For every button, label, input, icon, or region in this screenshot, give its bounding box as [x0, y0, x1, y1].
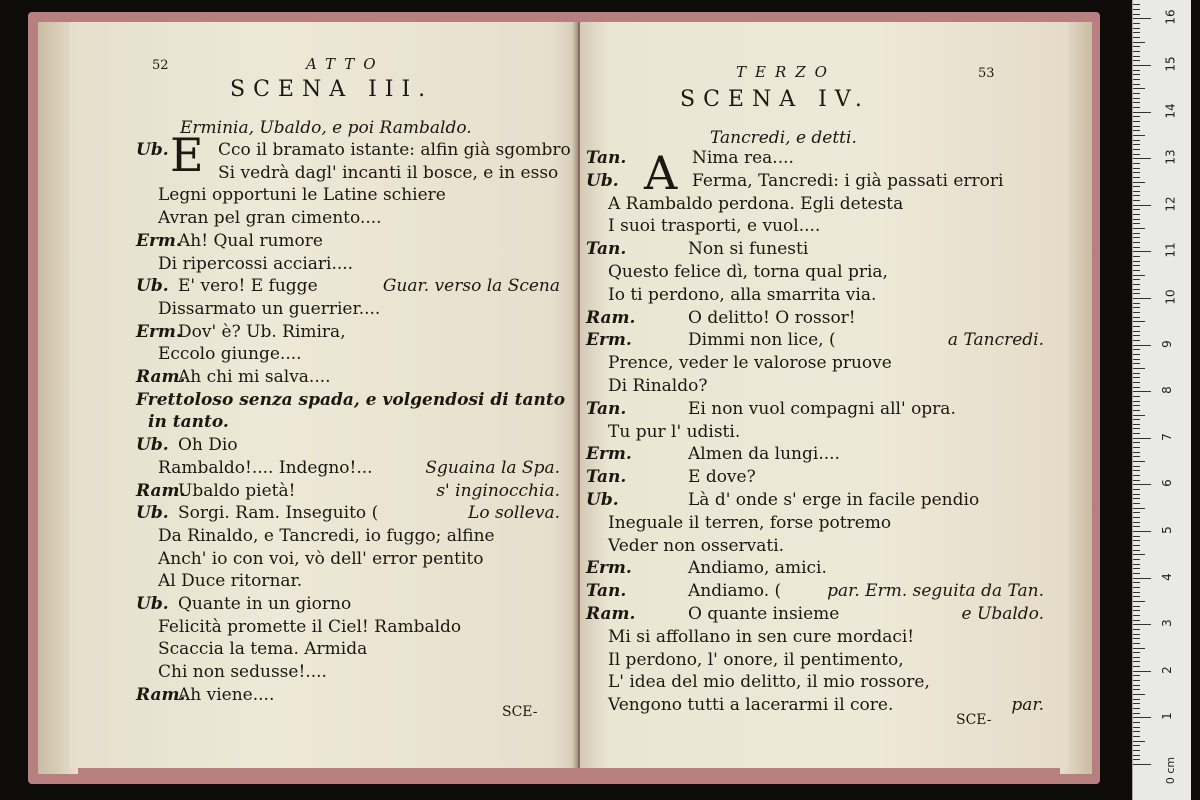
ruler-tick — [1133, 214, 1140, 215]
ruler-tick — [1133, 587, 1140, 588]
dialogue-text: Andiamo. ( — [688, 581, 782, 602]
dialogue-text: L' idea del mio delitto, il mio rossore, — [608, 672, 930, 693]
dialogue-text: Ah chi mi salva.... — [178, 367, 331, 387]
speaker-label: Ub. — [136, 276, 169, 297]
ruler-tick — [1133, 130, 1140, 131]
cast-list: Erminia, Ubaldo, e poi Rambaldo. — [180, 118, 472, 138]
ruler-tick — [1133, 526, 1140, 527]
dialogue-text: Almen da lungi.... — [688, 444, 840, 465]
ruler-tick — [1133, 578, 1151, 579]
ruler-tick — [1133, 46, 1140, 47]
dialogue-text: Tu pur l' udisti. — [608, 421, 741, 442]
dialogue-text: Mi si affollano in sen cure mordaci! — [608, 626, 915, 647]
ruler-tick — [1133, 545, 1140, 546]
ruler-number: 12 — [1163, 196, 1178, 212]
dialogue-text: Ubaldo pietà! — [178, 480, 296, 501]
dialogue-text: Ah viene.... — [178, 684, 275, 705]
ruler-tick — [1133, 265, 1140, 266]
dialogue-text: Ei non vuol compagni all' opra. — [688, 398, 956, 419]
ruler-tick — [1133, 703, 1140, 704]
ruler-tick — [1133, 149, 1140, 150]
ruler-tick — [1133, 415, 1145, 416]
running-head: ATTO — [306, 55, 385, 73]
speaker-label: Erm. — [586, 558, 632, 579]
ruler-number: 9 — [1159, 339, 1174, 348]
ruler-tick — [1133, 517, 1140, 518]
ruler-number: 6 — [1159, 479, 1174, 488]
ruler-tick — [1133, 303, 1140, 304]
ruler-tick — [1133, 568, 1140, 569]
ruler-tick — [1133, 79, 1140, 80]
ruler-tick — [1133, 666, 1140, 667]
dialogue-text: O delitto! O rossor! — [688, 307, 856, 328]
stage-direction: Frettoloso senza spada, e volgendosi di tanto — [136, 389, 566, 410]
ruler-tick — [1133, 494, 1140, 495]
speaker-label: Ub. — [136, 503, 169, 524]
stage-direction: a Tancredi. — [947, 330, 1044, 351]
speaker-label: Ram. — [136, 367, 186, 387]
ruler-tick — [1133, 354, 1140, 355]
ruler-tick — [1133, 223, 1140, 224]
ruler-tick — [1133, 736, 1140, 737]
ruler-number: 14 — [1163, 102, 1178, 119]
ruler-tick — [1133, 70, 1140, 71]
dialogue-text: A Rambaldo perdona. Egli detesta — [608, 193, 904, 214]
ruler-tick — [1133, 289, 1140, 290]
dialogue-text: Sorgi. Ram. Inseguito ( — [178, 503, 379, 524]
speaker-label: Ub. — [136, 594, 169, 614]
ruler-tick — [1133, 247, 1140, 248]
ruler-tick — [1133, 200, 1140, 201]
speaker-label: Ub. — [136, 435, 169, 456]
ruler-tick — [1133, 140, 1140, 141]
ruler-tick — [1133, 750, 1140, 751]
dialogue-text: Ferma, Tancredi: i già passati errori — [692, 170, 1004, 191]
dialogue-text: Al Duce ritornar. — [158, 571, 303, 592]
dialogue-text: Si vedrà dagl' incanti il bosce, e in esso — [218, 162, 559, 183]
right-page — [580, 22, 1068, 768]
ruler-tick — [1133, 564, 1140, 565]
ruler-tick — [1133, 741, 1145, 742]
ruler-tick — [1133, 550, 1140, 551]
ruler-tick — [1133, 275, 1145, 276]
dialogue-text: I suoi trasporti, e vuol.... — [608, 216, 821, 237]
ruler-tick — [1133, 438, 1151, 439]
dialogue-text: Anch' io con voi, vò dell' error pentito — [158, 548, 484, 569]
dialogue-text: E dove? — [688, 467, 756, 488]
ruler-tick — [1133, 363, 1140, 364]
ruler-tick — [1133, 401, 1140, 402]
dialogue-text: Ineguale il terren, forse potremo — [608, 512, 892, 533]
ruler-number: 3 — [1159, 619, 1174, 628]
ruler-tick — [1133, 14, 1140, 15]
ruler-tick — [1133, 126, 1140, 127]
ruler-tick — [1133, 121, 1140, 122]
ruler-tick — [1133, 112, 1151, 113]
dialogue-text: Avran pel gran cimento.... — [158, 208, 382, 229]
ruler-tick — [1133, 503, 1140, 504]
ruler-tick — [1133, 410, 1140, 411]
ruler-tick — [1133, 158, 1151, 159]
dialogue-text: Il perdono, l' onore, il pentimento, — [608, 649, 904, 670]
ruler-tick — [1133, 755, 1140, 756]
dialogue-text: Quante in un giorno — [178, 594, 352, 614]
ruler-tick — [1133, 391, 1151, 392]
ruler-tick — [1133, 536, 1140, 537]
ruler-tick — [1133, 219, 1140, 220]
ruler-tick — [1133, 116, 1140, 117]
speaker-label: Tan. — [586, 239, 627, 260]
ruler-tick — [1133, 661, 1140, 662]
speaker-label: Tan. — [586, 398, 627, 419]
dialogue-text: Questo felice dì, torna qual pria, — [608, 262, 888, 282]
ruler-tick — [1133, 615, 1140, 616]
ruler-tick — [1133, 9, 1140, 10]
dialogue-text: Dissarmato un guerrier.... — [158, 298, 381, 319]
ruler-tick — [1133, 32, 1140, 33]
dialogue-text: Da Rinaldo, e Tancredi, io fuggo; alfine — [158, 525, 495, 546]
speaker-label: Erm. — [136, 321, 182, 342]
ruler-tick — [1133, 531, 1151, 532]
dialogue-text: Legni opportuni le Latine schiere — [158, 185, 446, 206]
ruler-tick — [1133, 23, 1140, 24]
ruler-tick — [1133, 331, 1140, 332]
ruler-tick — [1133, 168, 1140, 169]
ruler-tick — [1133, 610, 1140, 611]
dialogue-text: Chi non sedusse!.... — [158, 662, 327, 683]
ruler-tick — [1133, 643, 1140, 644]
stage-direction: Guar. verso la Scena — [382, 276, 560, 297]
ruler-tick — [1133, 634, 1140, 635]
ruler-tick — [1133, 433, 1140, 434]
dialogue-text: Dimmi non lice, ( — [688, 330, 836, 351]
cast-list: Tancredi, e detti. — [710, 128, 857, 148]
ruler-tick — [1133, 759, 1140, 760]
ruler-tick — [1133, 694, 1145, 695]
dialogue-text: O quante insieme — [688, 604, 840, 624]
ruler-tick — [1133, 65, 1151, 66]
ruler-tick — [1133, 144, 1140, 145]
ruler-tick — [1133, 731, 1140, 732]
ruler-tick — [1133, 522, 1140, 523]
ruler-number: 2 — [1159, 665, 1174, 674]
ruler-tick — [1133, 442, 1140, 443]
ruler-tick — [1133, 298, 1151, 299]
ruler-tick — [1133, 699, 1140, 700]
ruler-tick — [1133, 233, 1140, 234]
ruler-number: 1 — [1159, 712, 1174, 721]
speaker-label: Erm. — [586, 444, 632, 465]
ruler-tick — [1133, 28, 1140, 29]
ruler-tick — [1133, 359, 1140, 360]
ruler-number: 15 — [1163, 56, 1178, 72]
ruler-tick — [1133, 606, 1140, 607]
ruler-tick — [1133, 321, 1145, 322]
ruler-tick — [1133, 685, 1140, 686]
stage-direction: Lo solleva. — [468, 503, 560, 524]
ruler-tick — [1133, 349, 1140, 350]
ruler-tick — [1133, 209, 1140, 210]
ruler-tick — [1133, 396, 1140, 397]
stage-direction: s' inginocchia. — [436, 480, 560, 501]
ruler-unit: 0 cm — [1164, 756, 1178, 785]
ruler-number: 7 — [1159, 432, 1174, 441]
ruler-tick — [1133, 722, 1140, 723]
stage-direction: par. — [1011, 695, 1044, 716]
speaker-label: Ram. — [136, 480, 186, 501]
ruler-tick — [1133, 335, 1140, 336]
dialogue-text: Eccolo giunge.... — [158, 344, 302, 365]
dialogue-text: Oh Dio — [178, 435, 238, 456]
ruler-tick — [1133, 452, 1140, 453]
ruler-tick — [1133, 51, 1140, 52]
ruler-tick — [1133, 638, 1140, 639]
ruler-tick — [1133, 37, 1140, 38]
ruler-tick — [1133, 620, 1140, 621]
ruler-tick — [1133, 508, 1145, 509]
dialogue-text: Io ti perdono, alla smarrita via. — [608, 284, 877, 305]
ruler-tick — [1133, 657, 1140, 658]
ruler-tick — [1133, 195, 1140, 196]
ruler-tick — [1133, 373, 1140, 374]
ruler-tick — [1133, 368, 1145, 369]
ruler-tick — [1133, 717, 1151, 718]
ruler-tick — [1133, 480, 1140, 481]
ruler-tick — [1133, 228, 1145, 229]
ruler-tick — [1133, 498, 1140, 499]
ruler-tick — [1133, 405, 1140, 406]
ruler-number: 13 — [1163, 149, 1178, 165]
ruler-tick — [1133, 456, 1140, 457]
scene-title: SCENA III. — [230, 77, 434, 102]
ruler-tick — [1133, 4, 1140, 5]
page-number: 53 — [978, 66, 995, 81]
ruler-tick — [1133, 629, 1140, 630]
ruler-tick — [1133, 326, 1140, 327]
speaker-label: Tan. — [586, 467, 627, 488]
speaker-label: Ub. — [136, 140, 169, 160]
ruler-tick — [1133, 512, 1140, 513]
drop-cap: E — [170, 128, 204, 182]
ruler-tick — [1133, 242, 1140, 243]
ruler-number: 8 — [1159, 386, 1174, 395]
ruler-tick — [1133, 596, 1140, 597]
ruler-tick — [1133, 540, 1140, 541]
ruler-tick — [1133, 107, 1140, 108]
ruler-tick — [1133, 447, 1140, 448]
ruler-tick — [1133, 708, 1140, 709]
speaker-label: Tan. — [586, 148, 627, 168]
ruler-tick — [1133, 88, 1145, 89]
ruler-tick — [1133, 251, 1151, 252]
ruler-number: 11 — [1163, 242, 1178, 259]
ruler-tick — [1133, 470, 1140, 471]
running-head: TERZO — [736, 63, 836, 81]
ruler-tick — [1133, 675, 1140, 676]
catchword: SCE- — [502, 704, 538, 720]
ruler-tick — [1133, 102, 1140, 103]
dialogue-text: Prence, veder le valorose pruove — [608, 353, 892, 374]
ruler-tick — [1133, 419, 1140, 420]
ruler-tick — [1133, 186, 1140, 187]
ruler-tick — [1133, 689, 1140, 690]
ruler-number: 5 — [1159, 526, 1174, 534]
ruler-number: 10 — [1163, 289, 1178, 305]
dialogue-text: E' vero! E fugge — [178, 276, 318, 297]
dialogue-text: Dov' è? Ub. Rimira, — [178, 321, 346, 342]
dialogue-text: Andiamo, amici. — [688, 558, 827, 579]
ruler-tick — [1133, 428, 1140, 429]
ruler-tick — [1133, 191, 1140, 192]
drop-cap: A — [644, 146, 678, 200]
stage-direction: e Ubaldo. — [961, 604, 1044, 624]
ruler-tick — [1133, 624, 1151, 625]
ruler-tick — [1133, 56, 1140, 57]
ruler-tick — [1133, 60, 1140, 61]
speaker-label: Erm. — [136, 230, 182, 251]
ruler-tick — [1133, 484, 1151, 485]
dialogue-text: Cco il bramato istante: alfin già sgombro — [218, 140, 571, 160]
speaker-label: Tan. — [586, 581, 627, 602]
ruler-tick — [1133, 312, 1140, 313]
ruler-tick — [1133, 559, 1140, 560]
dialogue-text: Non si funesti — [688, 239, 809, 260]
speaker-label: Ram. — [586, 604, 636, 624]
speaker-label: Ram. — [136, 684, 186, 705]
stage-direction: Sguaina la Spa. — [425, 457, 560, 478]
ruler-tick — [1133, 345, 1151, 346]
ruler-tick — [1133, 466, 1140, 467]
ruler-tick — [1133, 42, 1145, 43]
ruler-tick — [1133, 163, 1140, 164]
ruler-tick — [1133, 98, 1140, 99]
ruler-tick — [1133, 680, 1140, 681]
stage-direction: in tanto. — [148, 412, 229, 433]
stage-direction: par. Erm. seguita da Tan. — [827, 581, 1044, 602]
ruler-tick — [1133, 93, 1140, 94]
dialogue-text: Di ripercossi acciari.... — [158, 253, 354, 274]
ruler-tick — [1133, 554, 1145, 555]
dialogue-text: Veder non osservati. — [608, 535, 785, 556]
speaker-label: Ram. — [586, 307, 636, 328]
ruler-tick — [1133, 317, 1140, 318]
ruler-tick — [1133, 284, 1140, 285]
dialogue-text: Rambaldo!.... Indegno!... — [158, 457, 373, 478]
page-number: 52 — [152, 58, 169, 73]
ruler-tick — [1133, 648, 1145, 649]
dialogue-text: Là d' onde s' erge in facile pendio — [688, 490, 980, 510]
speaker-label: Erm. — [586, 330, 632, 351]
ruler-tick — [1133, 764, 1151, 765]
ruler-tick — [1133, 745, 1140, 746]
dialogue-text: Di Rinaldo? — [608, 376, 708, 396]
ruler-tick — [1133, 84, 1140, 85]
ruler-tick — [1133, 489, 1140, 490]
ruler-number: 4 — [1159, 572, 1174, 581]
scene-title: SCENA IV. — [680, 87, 870, 112]
dialogue-text: Vengono tutti a lacerarmi il core. — [608, 695, 894, 716]
ruler-tick — [1133, 573, 1140, 574]
ruler-tick — [1133, 177, 1140, 178]
ruler-tick — [1133, 582, 1140, 583]
ruler-tick — [1133, 270, 1140, 271]
ruler-tick — [1133, 424, 1140, 425]
dialogue-text: Scaccia la tema. Armida — [158, 639, 368, 660]
ruler-tick — [1133, 18, 1151, 19]
ruler-tick — [1133, 387, 1140, 388]
ruler-tick — [1133, 256, 1140, 257]
speaker-label: Ub. — [586, 490, 619, 510]
measuring-ruler — [1132, 0, 1191, 800]
ruler-tick — [1133, 601, 1145, 602]
ruler-tick — [1133, 279, 1140, 280]
dialogue-text: Ah! Qual rumore — [178, 230, 323, 251]
ruler-tick — [1133, 261, 1140, 262]
ruler-tick — [1133, 293, 1140, 294]
ruler-tick — [1133, 205, 1151, 206]
ruler-tick — [1133, 237, 1140, 238]
ruler-tick — [1133, 135, 1145, 136]
ruler-tick — [1133, 727, 1140, 728]
ruler-tick — [1133, 340, 1140, 341]
ruler-tick — [1133, 461, 1145, 462]
dialogue-text: Felicità promette il Ciel! Rambaldo — [158, 616, 462, 637]
ruler-tick — [1133, 377, 1140, 378]
ruler-tick — [1133, 713, 1140, 714]
ruler-tick — [1133, 475, 1140, 476]
ruler-tick — [1133, 671, 1151, 672]
ruler-tick — [1133, 154, 1140, 155]
speaker-label: Ub. — [586, 170, 619, 191]
catchword: SCE- — [956, 712, 992, 728]
ruler-tick — [1133, 307, 1140, 308]
ruler-tick — [1133, 182, 1145, 183]
ruler-tick — [1133, 592, 1140, 593]
dialogue-text: Nima rea.... — [692, 148, 794, 168]
ruler-tick — [1133, 382, 1140, 383]
left-page — [70, 22, 578, 768]
ruler-number: 16 — [1163, 9, 1178, 26]
ruler-tick — [1133, 652, 1140, 653]
ruler-tick — [1133, 172, 1140, 173]
ruler-tick — [1133, 74, 1140, 75]
